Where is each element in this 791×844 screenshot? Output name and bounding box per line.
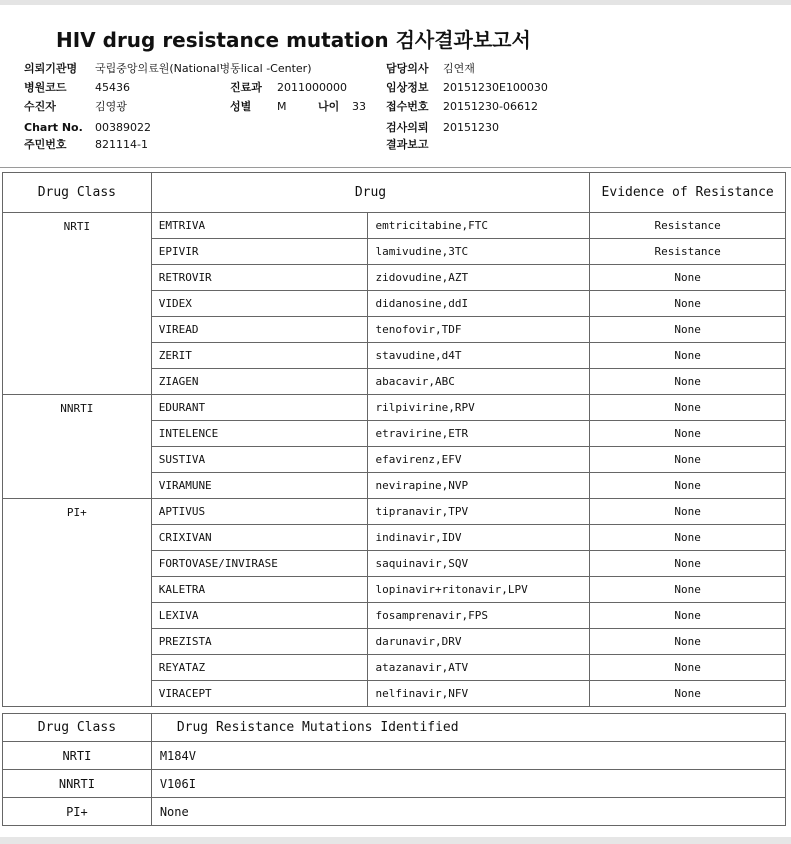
brand-name-cell: VIDEX bbox=[151, 291, 368, 317]
mutation-row bbox=[3, 770, 786, 798]
brand-name-cell: EPIVIR bbox=[151, 239, 368, 265]
patient-label: 수진자 bbox=[24, 100, 56, 113]
mutation-row bbox=[3, 798, 786, 826]
brand-name-cell: KALETRA bbox=[151, 577, 368, 603]
clinical-info-value: 20151230E100030 bbox=[443, 81, 548, 94]
bottom-strip bbox=[0, 837, 791, 844]
brand-name-cell: VIRACEPT bbox=[151, 681, 368, 707]
evidence-cell: None bbox=[590, 655, 786, 681]
header-divider bbox=[0, 167, 791, 168]
brand-name-cell: PREZISTA bbox=[151, 629, 368, 655]
evidence-cell: None bbox=[590, 473, 786, 499]
accession-label: 접수번호 bbox=[386, 100, 429, 113]
age-label: 나이 bbox=[318, 100, 340, 113]
evidence-cell: Resistance bbox=[590, 239, 786, 265]
sex-value: M bbox=[277, 100, 287, 113]
evidence-cell: None bbox=[590, 343, 786, 369]
evidence-cell: None bbox=[590, 551, 786, 577]
generic-name-cell: nevirapine,NVP bbox=[368, 473, 590, 499]
brand-name-cell: REYATAZ bbox=[151, 655, 368, 681]
accession-value: 20151230-06612 bbox=[443, 100, 538, 113]
brand-name-cell: LEXIVA bbox=[151, 603, 368, 629]
generic-name-cell: indinavir,IDV bbox=[368, 525, 590, 551]
doctor-label: 담당의사 bbox=[386, 62, 429, 75]
clinical-info-label: 임상정보 bbox=[386, 81, 429, 94]
brand-name-cell: EDURANT bbox=[151, 395, 368, 421]
generic-name-cell: abacavir,ABC bbox=[368, 369, 590, 395]
mutations-table bbox=[2, 713, 786, 826]
chart-no-label: Chart No. bbox=[24, 121, 83, 134]
evidence-cell: None bbox=[590, 317, 786, 343]
generic-name-cell: darunavir,DRV bbox=[368, 629, 590, 655]
report-title: HIV drug resistance mutation 검사결과보고서 bbox=[56, 28, 531, 52]
mutation-class-header: Drug Class bbox=[3, 714, 152, 742]
evidence-header: Evidence of Resistance bbox=[590, 173, 786, 213]
institution-value: 국립중앙의료원(National병동lical -Center) bbox=[95, 62, 312, 75]
generic-name-cell: rilpivirine,RPV bbox=[368, 395, 590, 421]
doctor-value: 김연재 bbox=[443, 62, 475, 75]
brand-name-cell: CRIXIVAN bbox=[151, 525, 368, 551]
evidence-cell: None bbox=[590, 447, 786, 473]
drug-class-cell: PI+ bbox=[3, 499, 152, 707]
drug-resistance-table bbox=[2, 172, 786, 707]
generic-name-cell: tenofovir,TDF bbox=[368, 317, 590, 343]
generic-name-cell: atazanavir,ATV bbox=[368, 655, 590, 681]
result-report-label: 결과보고 bbox=[386, 138, 429, 151]
evidence-cell: None bbox=[590, 265, 786, 291]
brand-name-cell: SUSTIVA bbox=[151, 447, 368, 473]
brand-name-cell: FORTOVASE/INVIRASE bbox=[151, 551, 368, 577]
generic-name-cell: efavirenz,EFV bbox=[368, 447, 590, 473]
drug-table-header-row bbox=[3, 173, 786, 213]
evidence-cell: None bbox=[590, 369, 786, 395]
generic-name-cell: lamivudine,3TC bbox=[368, 239, 590, 265]
sex-label: 성별 bbox=[230, 100, 252, 113]
brand-name-cell: ZERIT bbox=[151, 343, 368, 369]
mutation-class-cell: NNRTI bbox=[3, 770, 152, 798]
generic-name-cell: nelfinavir,NFV bbox=[368, 681, 590, 707]
drug-class-cell: NNRTI bbox=[3, 395, 152, 499]
mutation-class-cell: NRTI bbox=[3, 742, 152, 770]
mutation-value-cell: V106I bbox=[151, 770, 785, 798]
patient-value: 김영광 bbox=[95, 100, 127, 113]
evidence-cell: None bbox=[590, 681, 786, 707]
table-row bbox=[3, 213, 786, 239]
drug-class-header: Drug Class bbox=[3, 173, 152, 213]
generic-name-cell: etravirine,ETR bbox=[368, 421, 590, 447]
hospital-code-label: 병원코드 bbox=[24, 81, 67, 94]
drug-header: Drug bbox=[151, 173, 590, 213]
evidence-cell: None bbox=[590, 421, 786, 447]
generic-name-cell: tipranavir,TPV bbox=[368, 499, 590, 525]
generic-name-cell: stavudine,d4T bbox=[368, 343, 590, 369]
table-row bbox=[3, 395, 786, 421]
brand-name-cell: RETROVIR bbox=[151, 265, 368, 291]
mutation-value-cell: None bbox=[151, 798, 785, 826]
brand-name-cell: INTELENCE bbox=[151, 421, 368, 447]
evidence-cell: None bbox=[590, 291, 786, 317]
evidence-cell: None bbox=[590, 629, 786, 655]
brand-name-cell: APTIVUS bbox=[151, 499, 368, 525]
generic-name-cell: emtricitabine,FTC bbox=[368, 213, 590, 239]
brand-name-cell: VIREAD bbox=[151, 317, 368, 343]
generic-name-cell: saquinavir,SQV bbox=[368, 551, 590, 577]
evidence-cell: None bbox=[590, 395, 786, 421]
evidence-cell: None bbox=[590, 525, 786, 551]
mutation-row bbox=[3, 742, 786, 770]
rrn-value: 821114-1 bbox=[95, 138, 148, 151]
table-row bbox=[3, 499, 786, 525]
evidence-cell: Resistance bbox=[590, 213, 786, 239]
department-value: 2011000000 bbox=[277, 81, 347, 94]
drug-class-cell: NRTI bbox=[3, 213, 152, 395]
request-label: 검사의뢰 bbox=[386, 121, 429, 134]
age-value: 33 bbox=[352, 100, 366, 113]
evidence-cell: None bbox=[590, 577, 786, 603]
brand-name-cell: VIRAMUNE bbox=[151, 473, 368, 499]
hospital-code-value: 45436 bbox=[95, 81, 130, 94]
chart-no-value: 00389022 bbox=[95, 121, 151, 134]
brand-name-cell: ZIAGEN bbox=[151, 369, 368, 395]
generic-name-cell: fosamprenavir,FPS bbox=[368, 603, 590, 629]
generic-name-cell: lopinavir+ritonavir,LPV bbox=[368, 577, 590, 603]
request-value: 20151230 bbox=[443, 121, 499, 134]
generic-name-cell: zidovudine,AZT bbox=[368, 265, 590, 291]
evidence-cell: None bbox=[590, 499, 786, 525]
department-label: 진료과 bbox=[230, 81, 262, 94]
mutations-identified-header: Drug Resistance Mutations Identified bbox=[151, 714, 785, 742]
brand-name-cell: EMTRIVA bbox=[151, 213, 368, 239]
generic-name-cell: didanosine,ddI bbox=[368, 291, 590, 317]
mutations-header-row bbox=[3, 714, 786, 742]
mutation-value-cell: M184V bbox=[151, 742, 785, 770]
mutation-class-cell: PI+ bbox=[3, 798, 152, 826]
evidence-cell: None bbox=[590, 603, 786, 629]
institution-label: 의뢰기관명 bbox=[24, 62, 78, 75]
rrn-label: 주민번호 bbox=[24, 138, 67, 151]
